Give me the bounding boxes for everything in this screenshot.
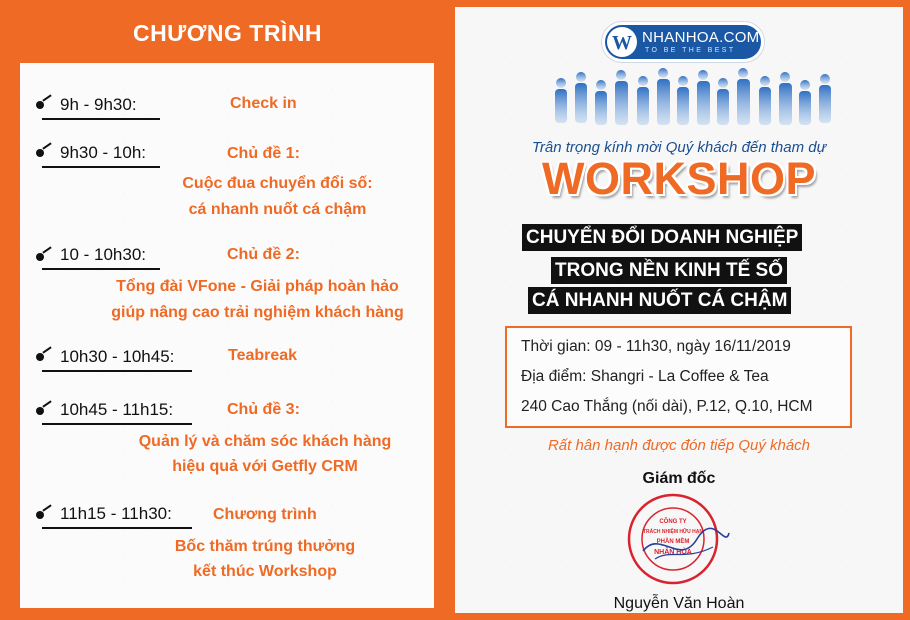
event-time: Thời gian: 09 - 11h30, ngày 16/11/2019 xyxy=(521,338,791,355)
bullet-dot xyxy=(36,101,44,109)
bullet-tick xyxy=(42,246,51,253)
schedule-time: 9h30 - 10h: xyxy=(60,143,147,162)
bullet-dot xyxy=(36,353,44,361)
logo-emblem xyxy=(607,27,637,57)
invite-text: Trân trọng kính mời Quý khách đến tham dự xyxy=(531,139,827,156)
invitation-panel xyxy=(455,0,910,620)
logo-tagline: TO BE THE BEST xyxy=(645,47,736,54)
schedule-label: Chủ đề 1: xyxy=(227,145,300,162)
director-name: Nguyễn Văn Hoàn xyxy=(613,595,745,612)
stamp-text: NHÂN HÒA xyxy=(654,549,692,556)
time-underline xyxy=(42,370,192,372)
schedule-desc: Cuộc đua chuyển đổi số: xyxy=(182,175,373,192)
schedule-time: 10 - 10h30: xyxy=(60,245,147,264)
event-address: 240 Cao Thắng (nối dài), P.12, Q.10, HCM xyxy=(521,398,813,415)
time-underline xyxy=(42,423,192,425)
schedule-time: 9h - 9h30: xyxy=(60,95,137,114)
logo-text: NHANHOA.COM xyxy=(642,29,760,46)
bullet-dot xyxy=(36,511,44,519)
stamp-text: TRÁCH NHIỆM HỮU HẠN xyxy=(643,529,703,535)
schedule-desc: giúp nâng cao trải nghiệm khách hàng xyxy=(111,304,404,321)
bullet-tick xyxy=(42,142,51,149)
invitation-card xyxy=(455,7,903,613)
time-underline xyxy=(42,268,160,270)
time-underline xyxy=(42,527,192,529)
program-card xyxy=(20,63,434,608)
subtitle-line-1: CHUYỂN ĐỔI DOANH NGHIỆP xyxy=(522,224,802,251)
time-underline xyxy=(42,118,160,120)
bullet-dot xyxy=(36,253,44,261)
director-title: Giám đốc xyxy=(642,470,716,487)
schedule-desc: cá nhanh nuốt cá chậm xyxy=(188,201,367,218)
schedule-desc: kết thúc Workshop xyxy=(193,563,337,580)
subtitle-line-2: TRONG NỀN KINH TẾ SỐ xyxy=(551,257,787,284)
nhanhoa-logo xyxy=(602,22,764,62)
schedule-desc: Bốc thăm trúng thưởng xyxy=(174,538,356,555)
event-venue: Địa điểm: Shangri - La Coffee & Tea xyxy=(521,368,769,385)
schedule-label: Chủ đề 2: xyxy=(227,246,300,263)
bullet-tick xyxy=(42,504,51,511)
stamp-text: CÔNG TY xyxy=(659,519,687,525)
bullet-dot xyxy=(36,407,44,415)
bullet-dot xyxy=(36,149,44,157)
schedule-label: Chủ đề 3: xyxy=(227,401,300,418)
schedule-desc: hiệu quả với Getfly CRM xyxy=(172,458,358,475)
event-details-box xyxy=(505,326,852,428)
time-underline xyxy=(42,166,160,168)
program-title: CHƯƠNG TRÌNH xyxy=(132,20,323,46)
schedule-desc: Quản lý và chăm sóc khách hàng xyxy=(138,433,392,450)
company-stamp xyxy=(625,489,735,587)
schedule-label: Check in xyxy=(230,95,297,112)
schedule-label: Chương trình xyxy=(213,506,317,523)
schedule-desc: Tổng đài VFone - Giải pháp hoàn hảo xyxy=(116,278,399,295)
schedule-time: 10h30 - 10h45: xyxy=(60,347,175,366)
subtitle-line-3: CÁ NHANH NUỐT CÁ CHẬM xyxy=(528,287,791,314)
schedule-time: 11h15 - 11h30: xyxy=(60,504,172,523)
schedule-label: Teabreak xyxy=(228,347,298,364)
logo-letter: W xyxy=(612,32,632,54)
welcome-text: Rất hân hạnh được đón tiếp Quý khách xyxy=(547,437,811,454)
workshop-heading: WORKSHOP xyxy=(542,153,816,204)
bullet-tick xyxy=(42,346,51,353)
schedule-time: 10h45 - 11h15: xyxy=(60,400,174,419)
bullet-tick xyxy=(42,94,51,101)
stamp-text: PHẦN MỀM xyxy=(656,539,690,545)
bullet-tick xyxy=(42,400,51,407)
